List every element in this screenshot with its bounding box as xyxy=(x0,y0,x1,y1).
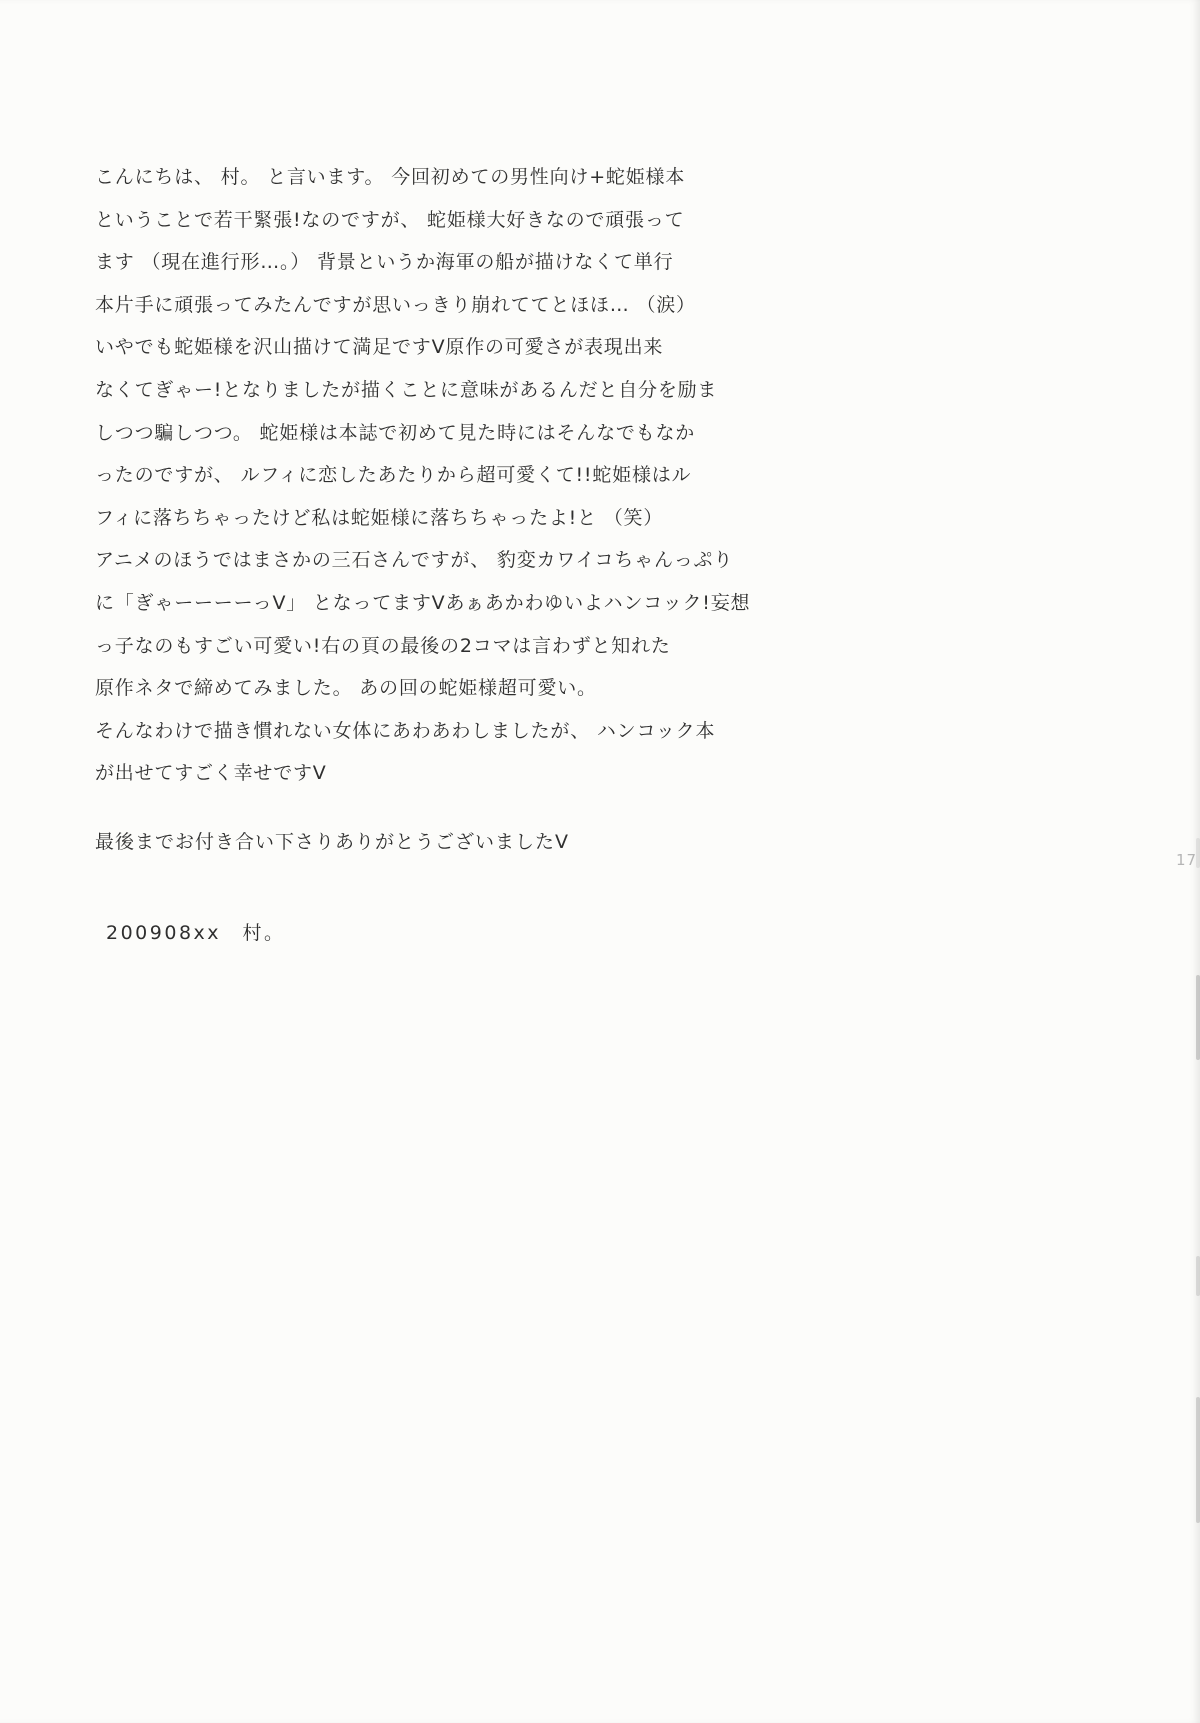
afterword-line: なくてぎゃー!となりましたが描くことに意味があるんだと自分を励ま xyxy=(95,378,718,401)
scan-edge-mark xyxy=(1196,975,1200,1060)
afterword-line: こんにちは、 村。 と言います。 今回初めての男性向け+蛇姫様本 xyxy=(95,166,686,188)
afterword-line: に「ぎゃーーーーっV」 となってますVあぁあかわゆいよハンコック!妄想 xyxy=(95,591,751,614)
afterword-line: ます （現在進行形…。） 背景というか海軍の船が描けなくて単行 xyxy=(95,251,674,274)
afterword-line: っ子なのもすごい可愛い!右の頁の最後の2コマは言わずと知れた xyxy=(95,634,671,657)
afterword-line: 原作ネタで締めてみました。 あの回の蛇姫様超可愛い。 xyxy=(95,677,597,700)
afterword-line: しつつ騙しつつ。 蛇姫様は本誌で初めて見た時にはそんなでもなか xyxy=(95,421,696,444)
afterword-line: そんなわけで描き慣れない女体にあわあわしましたが、 ハンコック本 xyxy=(95,719,716,742)
scan-edge-mark xyxy=(1196,838,1200,868)
afterword-line: いやでも蛇姫様を沢山描けて満足ですV原作の可愛さが表現出来 xyxy=(95,336,664,359)
afterword-text-block xyxy=(95,156,755,795)
date-signature: 200908xx 村。 xyxy=(106,922,286,944)
page-number: 17 xyxy=(1176,851,1198,869)
afterword-line: 本片手に頑張ってみたんですが思いっきり崩れててとほほ… （涙） xyxy=(95,293,696,316)
afterword-line: ったのですが、 ルフィに恋したあたりから超可愛くて!!蛇姫様はル xyxy=(95,464,692,487)
scan-edge-mark xyxy=(1196,1256,1200,1296)
afterword-line: アニメのほうではまさかの三石さんですが、 豹変カワイコちゃんっぷり xyxy=(95,549,734,572)
scan-edge-mark xyxy=(1196,1397,1200,1523)
closing-thanks-line: 最後までお付き合い下さりありがとうございましたV xyxy=(95,831,569,853)
scan-edge-artifacts xyxy=(1192,0,1200,1723)
afterword-line: が出せてすごく幸せですV xyxy=(95,762,327,785)
afterword-line: ということで若干緊張!なのですが、 蛇姫様大好きなので頑張って xyxy=(95,208,685,231)
afterword-line: フィに落ちちゃったけど私は蛇姫様に落ちちゃったよ!と （笑） xyxy=(95,506,664,529)
